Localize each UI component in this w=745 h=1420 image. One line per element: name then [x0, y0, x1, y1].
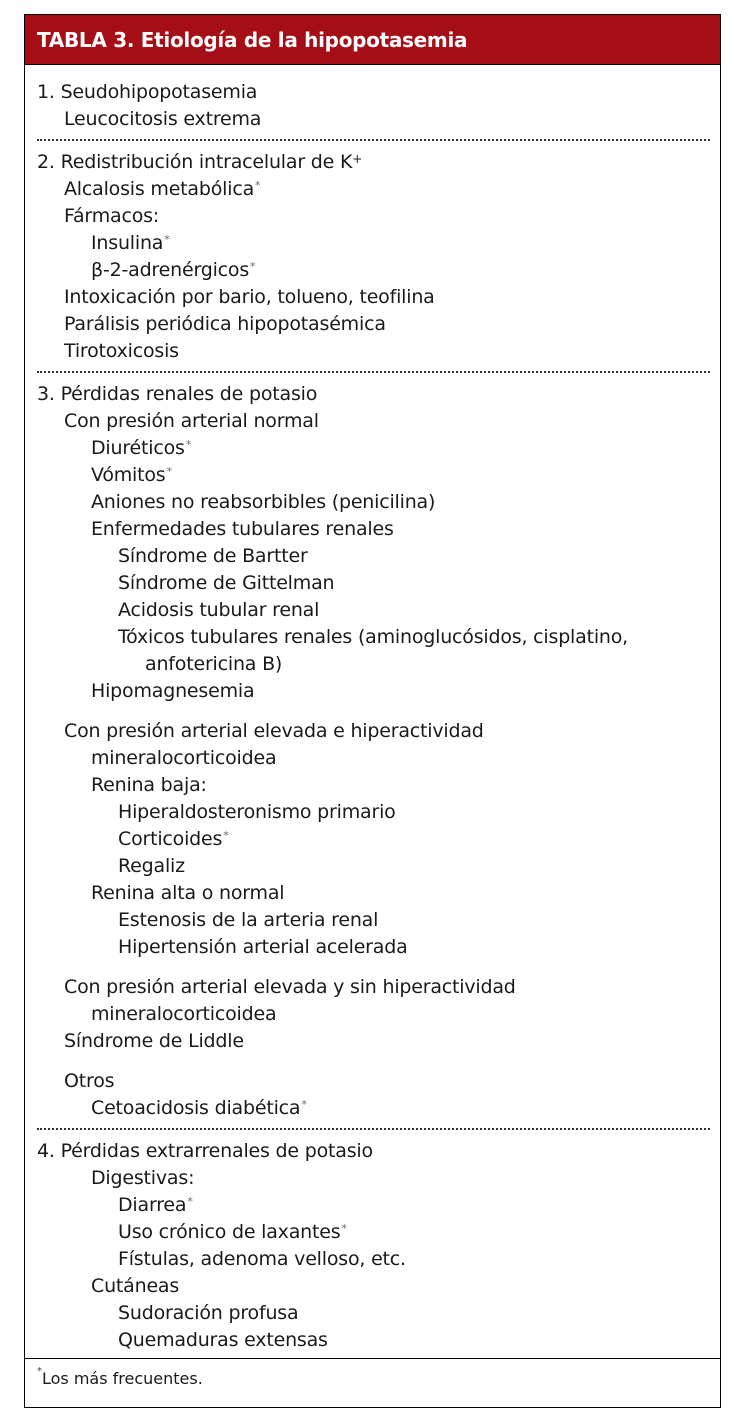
- list-item: Corticoides*: [118, 828, 229, 850]
- list-item: Enfermedades tubulares renales: [91, 518, 394, 540]
- table-body: [25, 65, 720, 1360]
- etiology-table: [24, 14, 721, 1408]
- table-title: TABLA 3. Etiología de la hipopotasemia: [37, 27, 468, 52]
- list-item: Tirotoxicosis: [64, 340, 179, 362]
- list-item: anfotericina B): [145, 653, 283, 675]
- list-item: Leucocitosis extrema: [64, 108, 262, 130]
- list-item: Cetoacidosis diabética*: [91, 1097, 307, 1119]
- list-item: Diuréticos*: [91, 437, 192, 459]
- list-item: Quemaduras extensas: [118, 1329, 328, 1351]
- section-heading: 3. Pérdidas renales de potasio: [37, 383, 318, 405]
- frequent-marker: *: [185, 438, 192, 451]
- list-item: Aniones no reabsorbibles (penicilina): [91, 491, 436, 513]
- list-item: Vómitos*: [91, 464, 172, 486]
- list-item: Síndrome de Liddle: [64, 1030, 244, 1052]
- list-item: mineralocorticoidea: [91, 1003, 277, 1025]
- list-item: Diarrea*: [118, 1194, 193, 1216]
- section-redistribution: [37, 149, 710, 373]
- list-item: Fístulas, adenoma velloso, etc.: [118, 1248, 406, 1270]
- list-item: Sudoración profusa: [118, 1302, 299, 1324]
- list-item: Parálisis periódica hipopotasémica: [64, 313, 386, 335]
- table-header: [25, 15, 720, 65]
- frequent-marker: *: [341, 1222, 347, 1235]
- list-item: Hiperaldosteronismo primario: [118, 801, 396, 823]
- list-item: Con presión arterial elevada y sin hiperactividad: [64, 976, 516, 998]
- list-item: Renina alta o normal: [91, 882, 285, 904]
- list-item: Alcalosis metabólica*: [64, 178, 261, 200]
- table-footnote: [25, 1358, 720, 1407]
- frequent-marker: *: [301, 1098, 307, 1111]
- frequent-marker: *: [187, 1195, 193, 1208]
- list-item: Regaliz: [118, 855, 185, 877]
- list-item: Con presión arterial elevada e hiperactividad: [64, 720, 484, 742]
- frequent-marker: *: [223, 829, 229, 842]
- footnote-marker: *: [37, 1366, 42, 1377]
- section-renal-losses: [37, 381, 710, 1130]
- footnote-text: Los más frecuentes.: [42, 1369, 203, 1388]
- list-item: Tóxicos tubulares renales (aminoglucósidos, cisplatino,: [118, 626, 629, 648]
- list-item: Uso crónico de laxantes*: [118, 1221, 347, 1243]
- section-heading: 4. Pérdidas extrarrenales de potasio: [37, 1140, 373, 1162]
- list-item: Renina baja:: [91, 774, 207, 796]
- list-item: Estenosis de la arteria renal: [118, 909, 379, 931]
- list-item: Cutáneas: [91, 1275, 180, 1297]
- section-pseudohypokalemia: [37, 79, 710, 141]
- list-item: Hipertensión arterial acelerada: [118, 936, 408, 958]
- list-item: Intoxicación por bario, tolueno, teofilina: [64, 286, 435, 308]
- list-item: Hipomagnesemia: [91, 680, 255, 702]
- list-item: Digestivas:: [91, 1167, 195, 1189]
- list-item: Síndrome de Bartter: [118, 545, 308, 567]
- list-item: Síndrome de Gittelman: [118, 572, 335, 594]
- list-item: Otros: [64, 1070, 115, 1092]
- list-item: mineralocorticoidea: [91, 747, 277, 769]
- section-extrarenal-losses: [37, 1138, 710, 1360]
- section-heading: 2. Redistribución intracelular de K+: [37, 151, 363, 173]
- list-item: Acidosis tubular renal: [118, 599, 320, 621]
- list-item: β-2-adrenérgicos*: [91, 259, 256, 281]
- list-item: Insulina*: [91, 232, 170, 254]
- list-item: Con presión arterial normal: [64, 410, 319, 432]
- frequent-marker: *: [255, 179, 261, 192]
- frequent-marker: *: [250, 260, 256, 273]
- list-item: Fármacos:: [64, 205, 160, 227]
- frequent-marker: *: [166, 465, 172, 478]
- frequent-marker: *: [164, 233, 170, 246]
- section-heading: 1. Seudohipopotasemia: [37, 81, 258, 103]
